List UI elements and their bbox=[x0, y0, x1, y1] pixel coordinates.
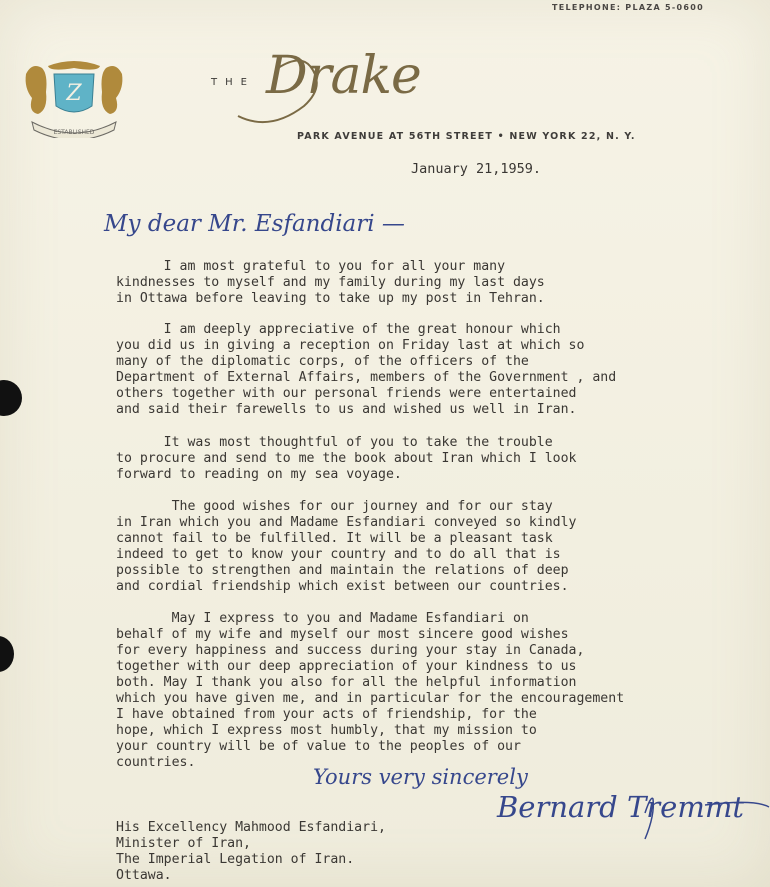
body-paragraph: I am deeply appreciative of the great honour which you did us in giving a reception on Friday last at which so many of the diplomatic corps, of the officers of the Department of External Affairs, members of the Government , and others together with our personal friends were entertained and said their farewells to us and wished us well in Iran. bbox=[116, 322, 617, 417]
body-paragraph: I am most grateful to you for all your many kindnesses to myself and my family during my last days in Ottawa before leaving to take up my post in Tehran. bbox=[116, 259, 545, 306]
handwritten-closing: Yours very sincerely bbox=[313, 765, 528, 789]
telephone-line: TELEPHONE: PLAZA 5-0600 bbox=[552, 3, 704, 12]
crest-letter: Z bbox=[66, 81, 82, 106]
recipient-address bbox=[116, 820, 386, 884]
hotel-name-script: Drake bbox=[266, 46, 421, 106]
letter-date: January 21,1959. bbox=[411, 161, 542, 177]
crest-ribbon-text: ESTABLISHED bbox=[53, 129, 95, 136]
letterhead-the: THE bbox=[211, 77, 255, 88]
drake-crest-logo bbox=[18, 52, 130, 138]
body-paragraph: It was most thoughtful of you to take the trouble to procure and send to me the book about Iran which I look forward to reading on my sea voyage. bbox=[116, 435, 577, 482]
letterhead-address: PARK AVENUE AT 56TH STREET • NEW YORK 22, N. Y. bbox=[297, 131, 636, 142]
punch-hole bbox=[0, 636, 14, 672]
recipient-line: Minister of Iran, bbox=[116, 836, 251, 851]
body-paragraph: May I express to you and Madame Esfandiari on behalf of my wife and myself our most sincere good wishes for every happiness and success during your stay in Canada, together with our deep appreciation of your kindness to us both. May I thank you also for all the helpful information which you have given me, and in particular for the encouragement I have obtained from your acts of friendship, for the hope, which I express most humbly, that my mission to your country will be of value to the peoples of our countries. bbox=[116, 611, 625, 770]
body-paragraph: The good wishes for our journey and for our stay in Iran which you and Madame Esfandiari conveyed so kindly cannot fail to be fulfilled. It will be a pleasant task indeed to get to know your country and to do all that is possible to strengthen and maintain the relations of deep and cordial friendship which exist between our countries. bbox=[116, 499, 577, 594]
recipient-line: Ottawa. bbox=[116, 868, 172, 883]
recipient-line: The Imperial Legation of Iran. bbox=[116, 852, 355, 867]
handwritten-salutation: My dear Mr. Esfandiari — bbox=[104, 211, 405, 237]
punch-hole bbox=[0, 380, 22, 416]
recipient-line: His Excellency Mahmood Esfandiari, bbox=[116, 820, 386, 835]
handwritten-signature: Bernard Tremmt bbox=[497, 790, 744, 824]
